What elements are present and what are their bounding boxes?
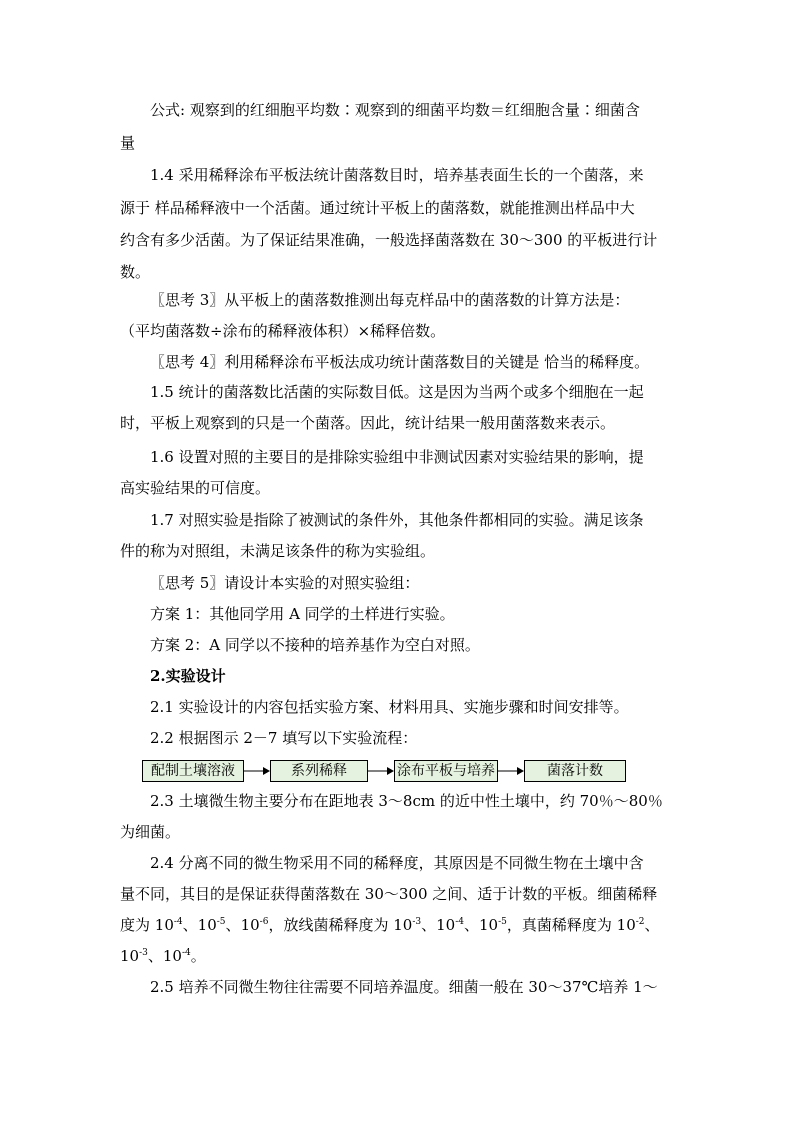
flow-step-3: 涂布平板与培养 <box>394 760 498 782</box>
paragraph-2-3-cont: 为细菌。 <box>120 823 181 841</box>
flow-arrow-3 <box>498 762 524 780</box>
paragraph-2-3: 2.3 土壤微生物主要分布在距地表 3～8cm 的近中性土壤中，约 70％～80％ <box>150 792 663 810</box>
dilution-prefix: 度为 <box>120 916 155 934</box>
flow-arrow-1 <box>244 762 270 780</box>
flow-diagram <box>142 760 632 784</box>
paragraph-2-1: 2.1 实验设计的内容包括实验方案、材料用具、实施步骤和时间安排等。 <box>150 698 629 716</box>
formula-line-cont: 量 <box>120 134 136 152</box>
flow-step-2: 系列稀释 <box>270 760 368 782</box>
formula-line: 公式: 观察到的红细胞平均数∶观察到的细菌平均数＝红细胞含量∶细菌含 <box>150 101 640 119</box>
think-3: 〖思考 3〗从平板上的菌落数推测出每克样品中的菌落数的计算方法是： <box>150 291 630 309</box>
flow-arrow-2 <box>368 762 394 780</box>
paragraph-1-5-cont: 时，平板上观察到的只是一个菌落。因此，统计结果一般用菌落数来表示。 <box>120 414 616 432</box>
paragraph-1-4: 1.4 采用稀释涂布平板法统计菌落数目时，培养基表面生长的一个菌落，来 <box>150 166 644 184</box>
flow-step-4: 菌落计数 <box>524 760 626 782</box>
dilution-line <box>120 915 680 935</box>
section-heading: 2.实验设计 <box>150 667 226 685</box>
flow-step-1: 配制土壤溶液 <box>142 760 244 782</box>
dilution-text: $10^{-4}$、$10^{-5}$、$10^{-6}$，放线菌稀释度为 $10^{-3}$、$10^{-4}$、$10^{-5}$，真菌稀释度为 $10^{-2}$、 <box>154 916 660 934</box>
think-4: 〖思考 4〗利用稀释涂布平板法成功统计菌落数目的关键是 恰当的稀释度。 <box>150 353 650 371</box>
paragraph-1-6-cont: 高实验结果的可信度。 <box>120 479 271 497</box>
think-3-answer: （平均菌落数÷涂布的稀释液体积）×稀释倍数。 <box>120 322 446 340</box>
paragraph-1-6: 1.6 设置对照的主要目的是排除实验组中非测试因素对实验结果的影响，提 <box>150 448 644 466</box>
paragraph-1-4-cont: 源于 样品稀释液中一个活菌。通过统计平板上的菌落数，就能推测出样品中大 <box>120 199 635 217</box>
plan-2: 方案 2：A 同学以不接种的培养基作为空白对照。 <box>150 636 480 654</box>
think-5: 〖思考 5〗请设计本实验的对照实验组： <box>150 574 420 592</box>
paragraph-1-4-cont: 约含有多少活菌。为了保证结果准确，一般选择菌落数在 30～300 的平板进行计 <box>120 231 658 249</box>
paragraph-1-7: 1.7 对照实验是指除了被测试的条件外，其他条件都相同的实验。满足该条 <box>150 511 644 529</box>
paragraph-1-4-cont: 数。 <box>120 263 151 281</box>
paragraph-2-5: 2.5 培养不同微生物往往需要不同培养温度。细菌一般在 30～37℃培养 1～ <box>150 978 658 996</box>
paragraph-1-5: 1.5 统计的菌落数比活菌的实际数目低。这是因为当两个或多个细胞在一起 <box>150 383 644 401</box>
dilution-line-cont: $10^{-3}$、$10^{-4}$。 <box>120 947 206 965</box>
paragraph-1-7-cont: 件的称为对照组，未满足该条件的称为实验组。 <box>120 542 436 560</box>
paragraph-2-4: 2.4 分离不同的微生物采用不同的稀释度，其原因是不同微生物在土壤中含 <box>150 854 644 872</box>
plan-1: 方案 1：其他同学用 A 同学的土样进行实验。 <box>150 605 455 623</box>
paragraph-2-2: 2.2 根据图示 2－7 填写以下实验流程： <box>150 729 418 747</box>
paragraph-2-4-cont: 量不同，其目的是保证获得菌落数在 30～300 之间、适于计数的平板。细菌稀释 <box>120 885 658 903</box>
